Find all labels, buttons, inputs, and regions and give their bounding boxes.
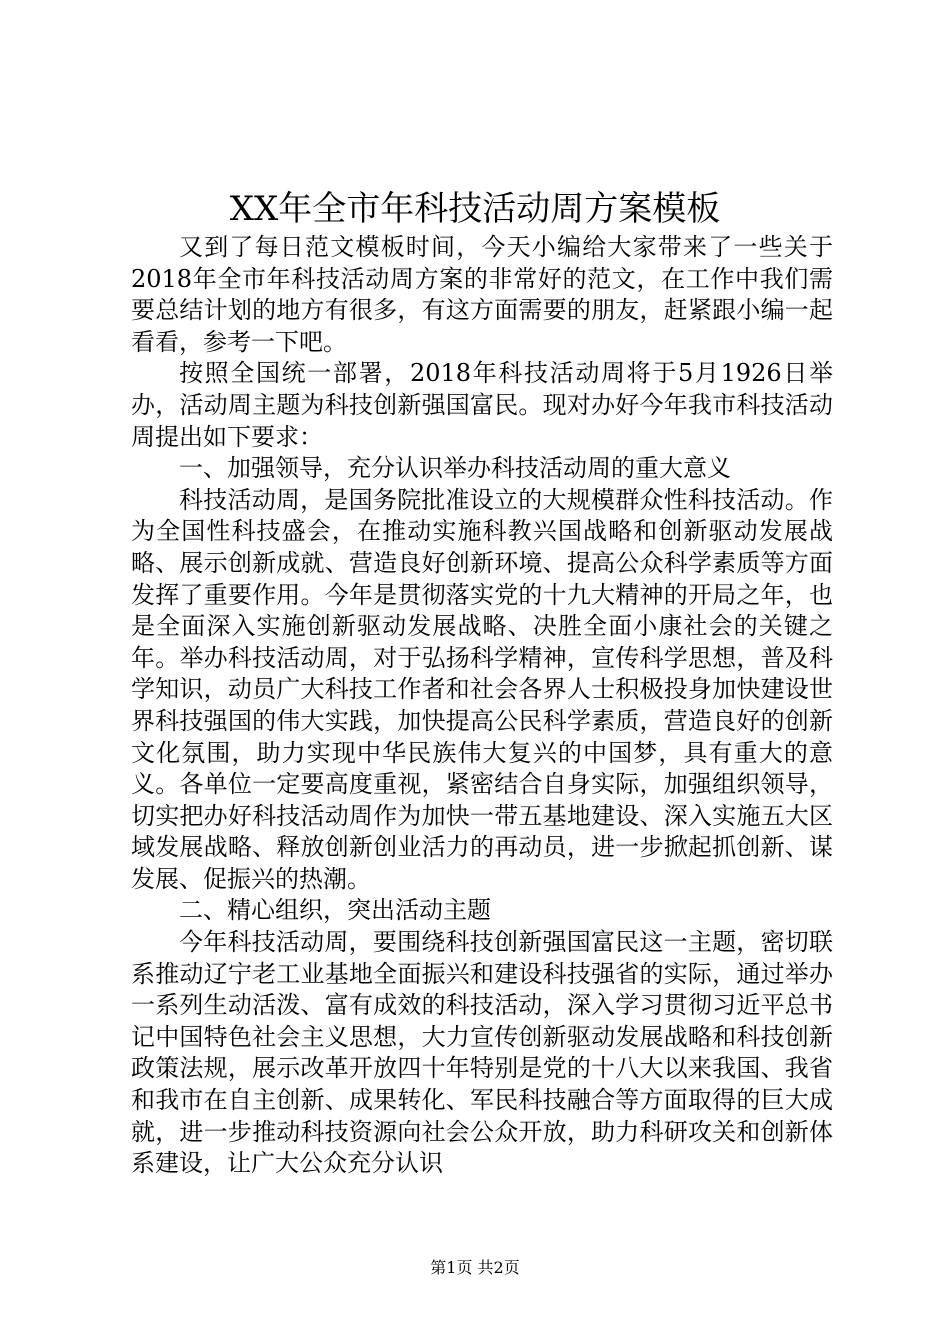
paragraph-theme: 今年科技活动周，要围绕科技创新强国富民这一主题，密切联系推动辽宁老工业基地全面振兴和建设科技强省的实际，通过举办一系列生动活泼、富有成效的科技活动，深入学习贯彻习近平总书记中国特色社会主义思想，大力宣传创新驱动发展战略和科技创新政策法规，展示改革开放四十年特别是党的十八大以来我国、我省和我市在自主创新、成果转化、军民科技融合等方面取得的巨大成就，进一步推动科技资源向社会公众开放，助力科研攻关和创新体系建设，让广大公众充分认识 — [131, 928, 833, 1178]
page-number-footer: 第1页 共2页 — [430, 1258, 520, 1277]
document-body — [131, 232, 833, 1180]
paragraph-intro: 又到了每日范文模板时间，今天小编给大家带来了一些关于2018年全市年科技活动周方案的非常好的范文，在工作中我们需要总结计划的地方有很多，有这方面需要的朋友，赶紧跟小编一起看看，参考一下吧。 — [131, 233, 833, 356]
section-heading-1: 一、加强领导，充分认识举办科技活动周的重大意义 — [179, 454, 731, 483]
paragraph-significance: 科技活动周，是国务院批准设立的大规模群众性科技活动。作为全国性科技盛会，在推动实施科教兴国战略和创新驱动发展战略、展示创新成就、营造良好创新环境、提高公众科学素质等方面发挥了重要作用。今年是贯彻落实党的十九大精神的开局之年，也是全面深入实施创新驱动发展战略、决胜全面小康社会的关键之年。举办科技活动周，对于弘扬科学精神，宣传科学思想，普及科学知识，动员广大科技工作者和社会各界人士积极投身加快建设世界科技强国的伟大实践，加快提高公民科学素质，营造良好的创新文化氛围，助力实现中华民族伟大复兴的中国梦，具有重大的意义。各单位一定要高度重视，紧密结合自身实际，加强组织领导，切实把办好科技活动周作为加快一带五基地建设、深入实施五大区域发展战略、释放创新创业活力的再动员，进一步掀起抓创新、谋发展、促振兴的热潮。 — [131, 485, 833, 893]
section-heading-2: 二、精心组织，突出活动主题 — [179, 896, 491, 925]
paragraph-deployment: 按照全国统一部署，2018年科技活动周将于5月1926日举办，活动周主题为科技创新强国富民。现对办好今年我市科技活动周提出如下要求： — [131, 359, 833, 451]
document-title: XX年全市年科技活动周方案模板 — [229, 189, 721, 229]
